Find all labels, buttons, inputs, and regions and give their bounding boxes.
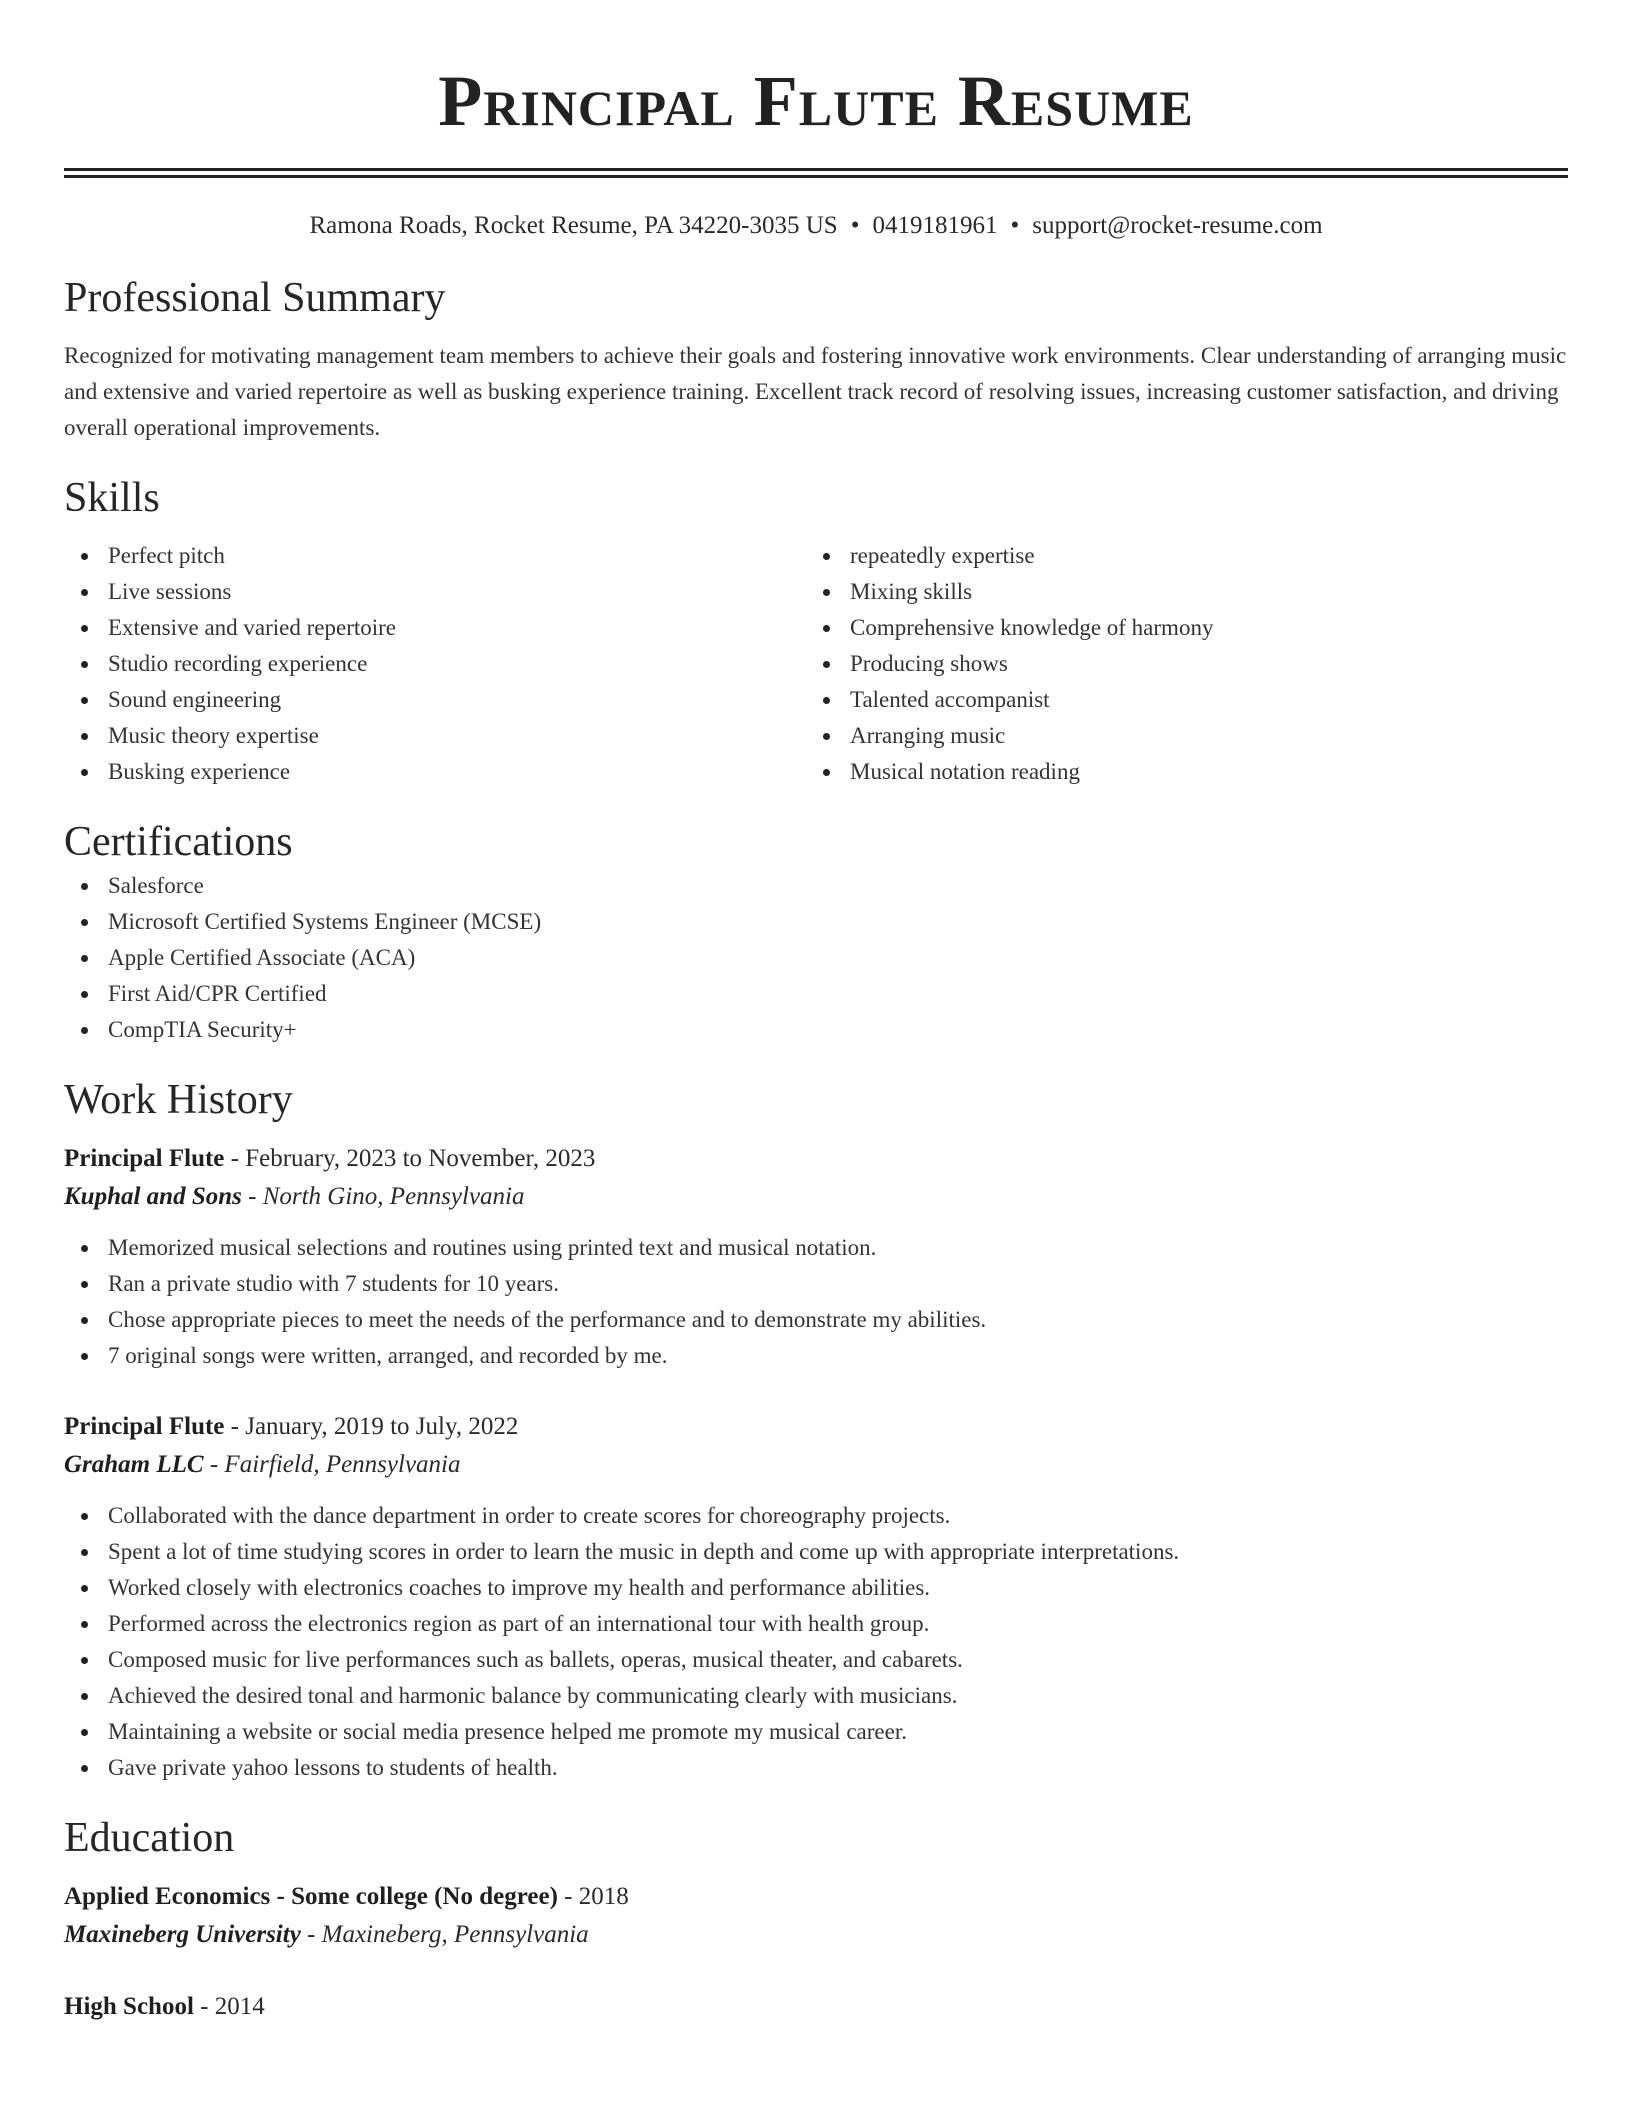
skill-item: Mixing skills xyxy=(850,574,1548,610)
job-bullet: Memorized musical selections and routines using printed text and musical notation. xyxy=(108,1230,1568,1266)
job-company-line xyxy=(64,1446,1568,1484)
certifications-heading: Certifications xyxy=(64,819,293,865)
education-school-line xyxy=(64,1916,1568,1954)
education-entry xyxy=(64,1878,1568,1954)
education-degree-line xyxy=(64,1988,1568,2026)
skills-list-left xyxy=(64,538,806,790)
job-bullet: Ran a private studio with 7 students for 10 years. xyxy=(108,1266,1568,1302)
education-entry xyxy=(64,1988,1568,2026)
skill-item: Producing shows xyxy=(850,646,1548,682)
contact-address: Ramona Roads, Rocket Resume, PA 34220-3035 US xyxy=(309,212,838,239)
skill-item: Sound engineering xyxy=(108,682,806,718)
job-company: Graham LLC xyxy=(64,1451,204,1478)
summary-text: Recognized for motivating management team members to achieve their goals and fostering innovative work environments. Clear understanding of arranging music and extensive and varied repertoire as well as busking experience training. Excellent track record of resolving issues, increasing customer satisfaction, and driving overall operational improvements. xyxy=(64,343,1567,440)
certification-item: Apple Certified Associate (ACA) xyxy=(108,940,1568,976)
skill-item: Musical notation reading xyxy=(850,754,1548,790)
certifications-list xyxy=(64,868,1568,1048)
education-school: Maxineberg University xyxy=(64,1921,301,1948)
job-bullet: 7 original songs were written, arranged, and recorded by me. xyxy=(108,1338,1568,1374)
job-entry xyxy=(64,1140,1568,1374)
job-bullet: Chose appropriate pieces to meet the needs of the performance and to demonstrate my abilities. xyxy=(108,1302,1568,1338)
education-degree-line xyxy=(64,1878,1568,1916)
contact-line xyxy=(64,208,1568,244)
contact-phone: 0419181961 xyxy=(872,212,998,239)
job-title-line xyxy=(64,1140,1568,1178)
skill-item: Perfect pitch xyxy=(108,538,806,574)
education-year: - 2014 xyxy=(200,1993,265,2020)
summary-heading: Professional Summary xyxy=(64,275,446,321)
job-bullet: Collaborated with the dance department in order to create scores for choreography projects. xyxy=(108,1498,1568,1534)
job-bullets xyxy=(64,1498,1568,1786)
title-double-rule xyxy=(64,168,1568,178)
job-bullet: Performed across the electronics region as part of an international tour with health group. xyxy=(108,1606,1568,1642)
job-bullet: Spent a lot of time studying scores in order to learn the music in depth and come up with appropriate interpretations. xyxy=(108,1534,1568,1570)
contact-separator: • xyxy=(850,212,860,239)
page-title: Principal Flute Resume xyxy=(438,61,1194,141)
skills-column-left xyxy=(64,538,806,790)
job-title-line xyxy=(64,1408,1568,1446)
education-heading: Education xyxy=(64,1815,235,1861)
job-bullet: Achieved the desired tonal and harmonic balance by communicating clearly with musicians. xyxy=(108,1678,1568,1714)
job-bullets xyxy=(64,1230,1568,1374)
skill-item: Busking experience xyxy=(108,754,806,790)
skill-item: repeatedly expertise xyxy=(850,538,1548,574)
skill-item: Music theory expertise xyxy=(108,718,806,754)
skills-list-right xyxy=(806,538,1548,790)
contact-email: support@rocket-resume.com xyxy=(1032,212,1323,239)
skill-item: Arranging music xyxy=(850,718,1548,754)
job-company-line xyxy=(64,1178,1568,1216)
certification-item: First Aid/CPR Certified xyxy=(108,976,1568,1012)
job-bullet: Worked closely with electronics coaches to improve my health and performance abilities. xyxy=(108,1570,1568,1606)
skills-columns xyxy=(64,538,1568,790)
job-location: - North Gino, Pennsylvania xyxy=(248,1183,525,1210)
job-title: Principal Flute xyxy=(64,1413,225,1440)
job-dates: - February, 2023 to November, 2023 xyxy=(230,1145,596,1172)
education-year: - 2018 xyxy=(564,1883,629,1910)
job-dates: - January, 2019 to July, 2022 xyxy=(230,1413,519,1440)
work-history-heading: Work History xyxy=(64,1077,293,1123)
certification-item: Salesforce xyxy=(108,868,1568,904)
contact-separator: • xyxy=(1010,212,1020,239)
job-entry xyxy=(64,1408,1568,1786)
job-title: Principal Flute xyxy=(64,1145,225,1172)
certification-item: Microsoft Certified Systems Engineer (MCSE) xyxy=(108,904,1568,940)
job-bullet: Maintaining a website or social media presence helped me promote my musical career. xyxy=(108,1714,1568,1750)
skill-item: Studio recording experience xyxy=(108,646,806,682)
education-degree: Applied Economics - Some college (No degree) xyxy=(64,1883,558,1910)
skills-heading: Skills xyxy=(64,475,160,521)
certification-item: CompTIA Security+ xyxy=(108,1012,1568,1048)
skill-item: Extensive and varied repertoire xyxy=(108,610,806,646)
skills-column-right xyxy=(806,538,1548,790)
skill-item: Live sessions xyxy=(108,574,806,610)
job-bullet: Composed music for live performances such as ballets, operas, musical theater, and cabarets. xyxy=(108,1642,1568,1678)
skill-item: Talented accompanist xyxy=(850,682,1548,718)
job-bullet: Gave private yahoo lessons to students of health. xyxy=(108,1750,1568,1786)
job-location: - Fairfield, Pennsylvania xyxy=(209,1451,461,1478)
education-degree: High School xyxy=(64,1993,194,2020)
education-location: - Maxineberg, Pennsylvania xyxy=(307,1921,589,1948)
skill-item: Comprehensive knowledge of harmony xyxy=(850,610,1548,646)
job-company: Kuphal and Sons xyxy=(64,1183,242,1210)
